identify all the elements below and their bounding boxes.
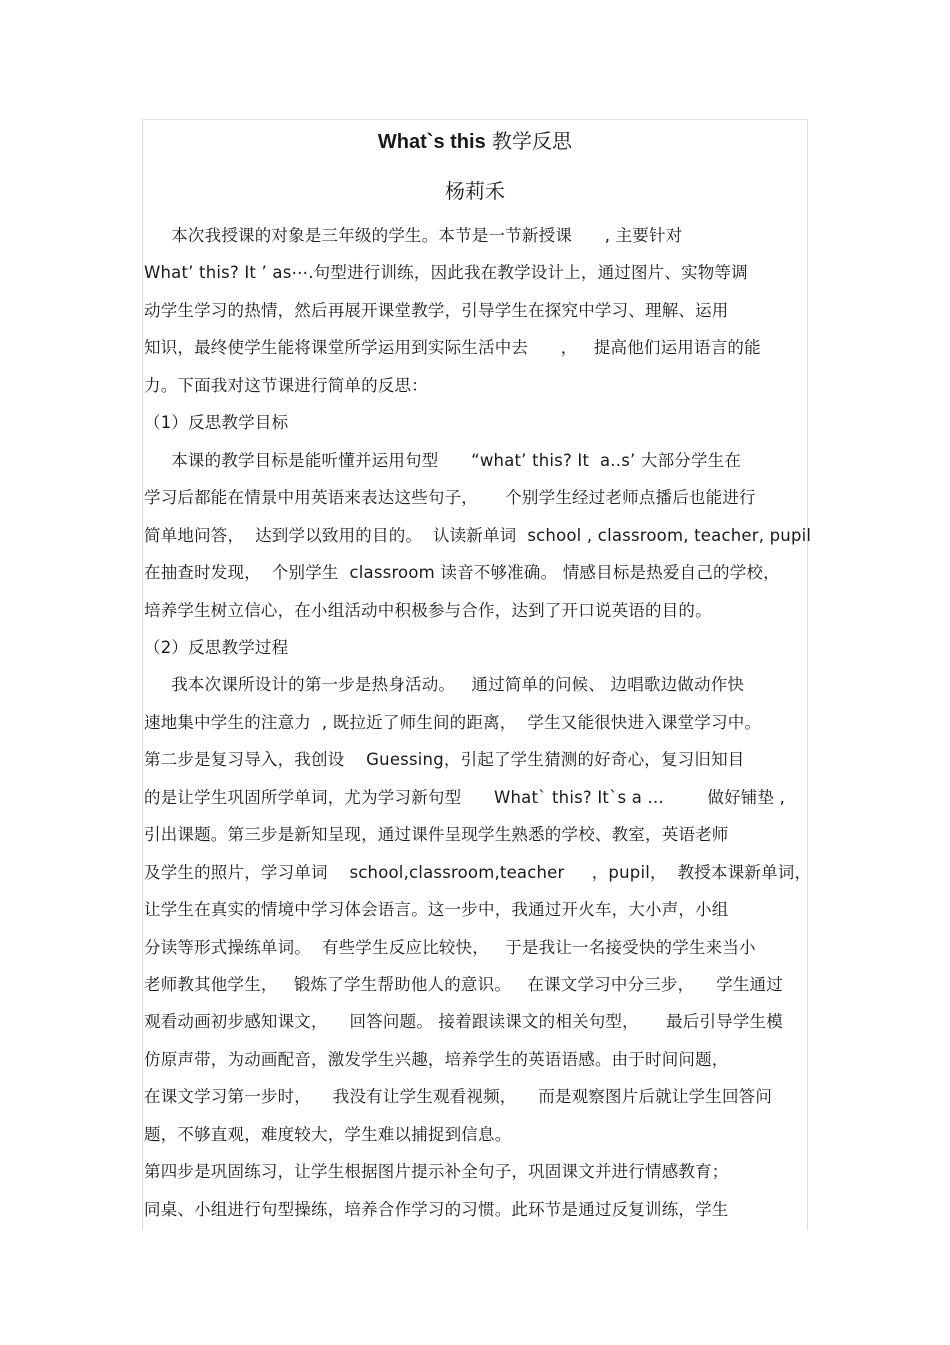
body-line: 在课文学习第一步时， 我没有让学生观看视频， 而是观察图片后就让学生回答问	[144, 1087, 773, 1107]
body-line: 仿原声带，为动画配音，激发学生兴趣，培养学生的英语语感。由于时间问题，	[144, 1049, 729, 1069]
body-line: 知识，最终使学生能将课堂所学运用到实际生活中去 ， 提高他们运用语言的能	[144, 338, 761, 358]
document-title	[142, 128, 808, 155]
body-line: 让学生在真实的情境中学习体会语言。这一步中，我通过开火车，大小声，小组	[144, 900, 729, 920]
body-line: 速地集中学生的注意力 , 既拉近了师生间的距离， 学生又能很快进入课堂学习中。	[144, 712, 762, 732]
author-name: 杨莉禾	[445, 179, 505, 203]
body-line: 简单地问答， 达到学以致用的目的。 认读新单词 school , classroom, teacher, pupil	[144, 525, 812, 545]
body-line: 本课的教学目标是能听懂并运用句型 “what’ this? It a..s’ 大部分学生在	[144, 450, 742, 470]
title-cjk: 教学反思	[485, 129, 573, 153]
body-line: 学习后都能在情景中用英语来表达这些句子， 个别学生经过老师点播后也能进行	[144, 488, 756, 508]
body-line: 观看动画初步感知课文， 回答问题。 接着跟读课文的相关句型， 最后引导学生模	[144, 1012, 783, 1032]
body-line: （1）反思教学目标	[144, 413, 289, 433]
body-line: 本次我授课的对象是三年级的学生。本节是一节新授课 , 主要针对	[144, 226, 683, 245]
body-line: 老师教其他学生， 锻炼了学生帮助他人的意识。 在课文学习中分三步， 学生通过	[144, 975, 783, 994]
body-line: 动学生学习的热情，然后再展开课堂教学，引导学生在探究中学习、理解、运用	[144, 300, 729, 320]
body-line: （2）反思教学过程	[144, 637, 289, 657]
body-line: 第四步是巩固练习，让学生根据图片提示补全句子，巩固课文并进行情感教育；	[144, 1162, 729, 1182]
body-line: 第二步是复习导入，我创设 Guessing，引起了学生猜测的好奇心，复习旧知目	[144, 750, 745, 770]
body-line: 在抽查时发现， 个别学生 classroom 读音不够准确。 情感目标是热爱自己的学校，	[144, 563, 780, 583]
body-line: 力。下面我对这节课进行简单的反思：	[144, 375, 428, 395]
body-line: 我本次课所设计的第一步是热身活动。 通过简单的问候、 边唱歌边做动作快	[144, 675, 745, 695]
body-line: What’ this? It ’ as⋯.句型进行训练，因此我在教学设计上，通过图片、实物等调	[144, 263, 748, 283]
title-latin: What`s this	[377, 131, 486, 153]
body-line: 及学生的照片，学习单词 school,classroom,teacher ，pupil， 教授本课新单词，	[144, 862, 812, 882]
body-line: 分读等形式操练单词。 有些学生反应比较快， 于是我让一名接受快的学生来当小	[144, 937, 756, 957]
body-line: 培养学生树立信心，在小组活动中积极参与合作，达到了开口说英语的目的。	[144, 600, 712, 620]
body-line: 题，不够直观，难度较大，学生难以捕捉到信息。	[144, 1124, 512, 1144]
body-line: 引出课题。第三步是新知呈现，通过课件呈现学生熟悉的学校、教室，英语老师	[144, 825, 729, 845]
body-line: 同桌、小组进行句型操练，培养合作学习的习惯。此环节是通过反复训练，学生	[144, 1199, 729, 1219]
body-line: 的是让学生巩固所学单词，尤为学习新句型 What` this? It`s a ... 做好铺垫 ,	[144, 787, 786, 807]
